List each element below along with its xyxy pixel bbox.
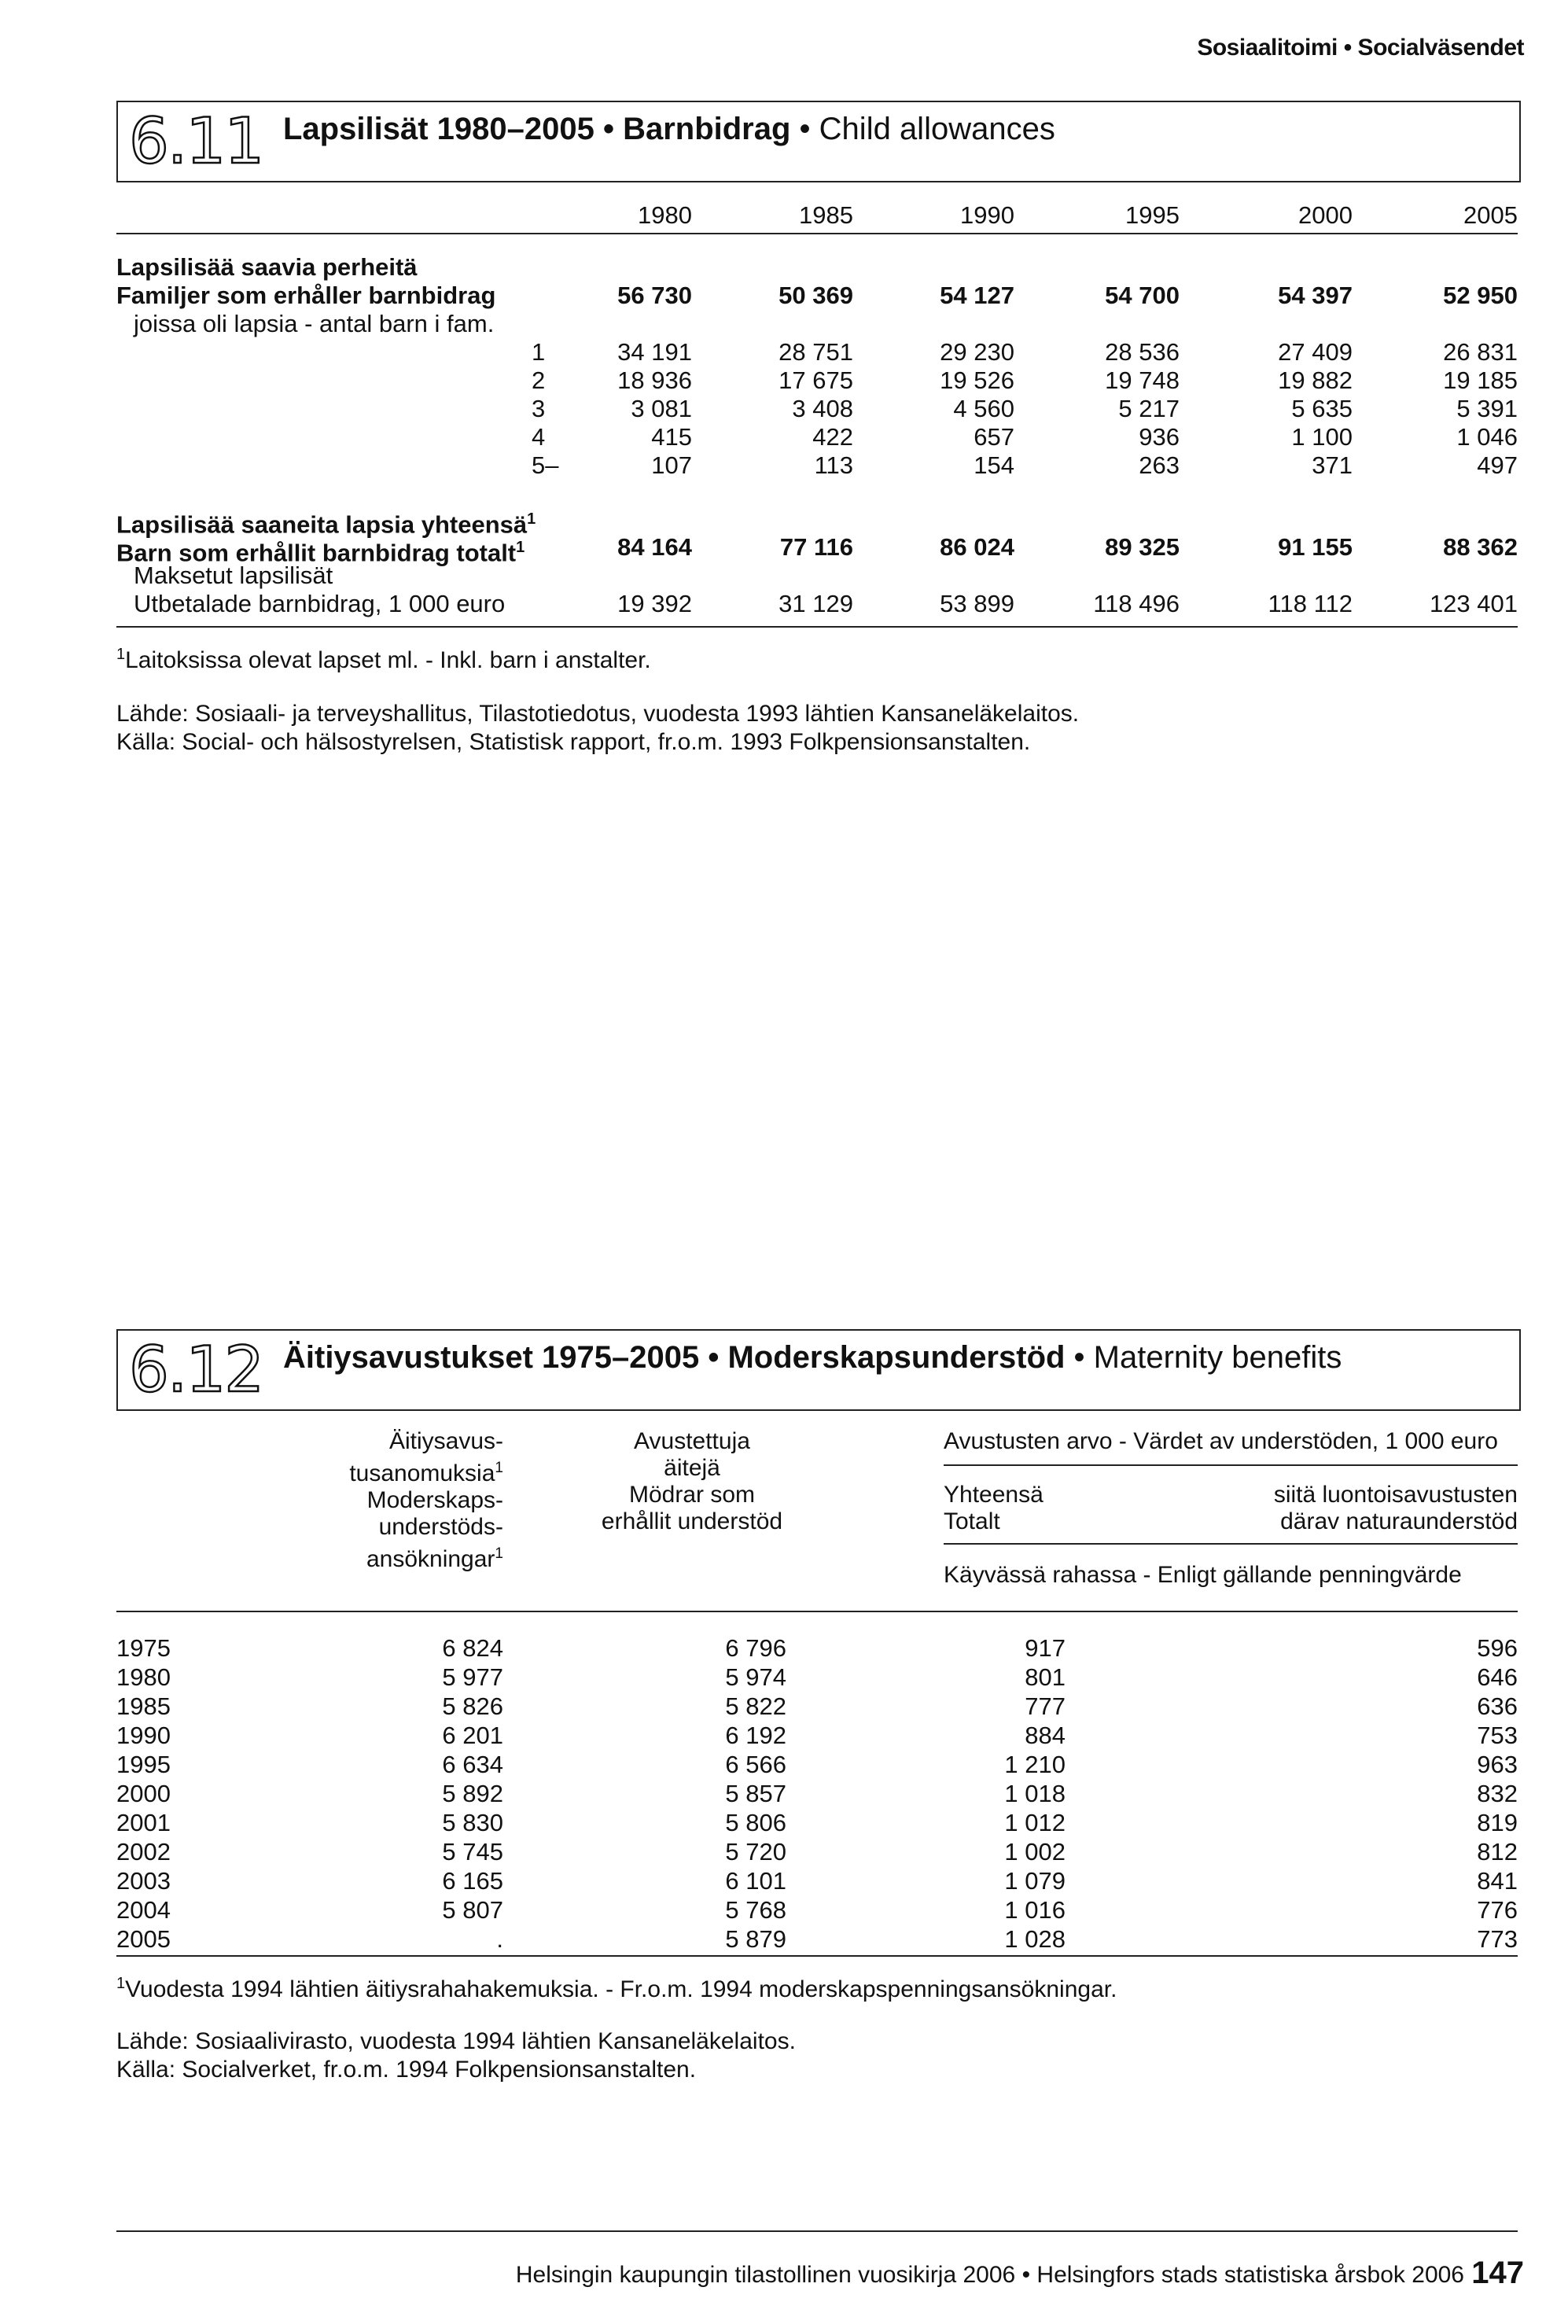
col-mothers-header	[574, 1428, 810, 1535]
table-title	[283, 112, 1055, 147]
title-separator: •	[1065, 1340, 1094, 1375]
table-cell: 1 016	[1004, 1896, 1066, 1924]
footnote-text: Vuodesta 1994 lähtien äitiysrahahakemuksia. - Fr.o.m. 1994 moderskapspenningsansökningar.	[125, 1976, 1117, 2002]
table-cell: 415	[651, 423, 692, 451]
header-text: ansökningar	[366, 1546, 495, 1572]
table-cell: 91 155	[1278, 533, 1353, 561]
paid-label-fi: Maksetut lapsilisät	[134, 562, 333, 589]
table-cell: 6 201	[442, 1722, 503, 1749]
header-line: äitejä	[664, 1455, 720, 1481]
table-cell: 107	[651, 451, 692, 479]
table-cell: 56 730	[617, 282, 692, 309]
table-cell: 1 002	[1004, 1838, 1066, 1865]
header-line: Mödrar som	[628, 1482, 756, 1508]
footnote-marker: 1	[527, 510, 536, 528]
header-line: siitä luontoisavustusten	[1273, 1482, 1518, 1508]
source-fi: Lähde: Sosiaalivirasto, vuodesta 1994 lähtien Kansaneläkelaitos.	[116, 2028, 796, 2054]
table-6-12-title-box	[116, 1329, 1521, 1411]
table-cell: 832	[1477, 1780, 1518, 1807]
table-cell: 1 012	[1004, 1809, 1066, 1836]
table-cell: 773	[1477, 1925, 1518, 1953]
table-cell: 819	[1477, 1809, 1518, 1836]
footnote-marker: 1	[116, 1975, 126, 1992]
table-cell: 19 392	[617, 590, 692, 617]
table-cell: 6 101	[725, 1867, 786, 1895]
children-count-label: 5–	[532, 451, 559, 479]
table-cell: 19 882	[1278, 366, 1353, 394]
table-cell: 3 408	[792, 395, 853, 422]
table-cell: 1 018	[1004, 1780, 1066, 1807]
table-cell: 118 112	[1268, 590, 1353, 617]
year-header-cell: 2000	[1298, 201, 1353, 229]
title-bold: Äitiysavustukset 1975–2005 • Moderskapsunderstöd	[283, 1340, 1066, 1375]
table-cell: 84 164	[617, 533, 692, 561]
paid-label-sv: Utbetalade barnbidrag, 1 000 euro	[134, 590, 506, 617]
table-cell: 123 401	[1429, 590, 1518, 617]
table-cell: 18 936	[617, 366, 692, 394]
price-note: Käyvässä rahassa - Enligt gällande penningvärde	[944, 1562, 1462, 1588]
table-bottom-rule	[116, 626, 1518, 628]
table-cell: 5 879	[725, 1925, 786, 1953]
footnote-marker: 1	[116, 646, 126, 663]
table-cell: 963	[1477, 1751, 1518, 1778]
table-cell: 31 129	[778, 590, 853, 617]
table-cell: .	[496, 1925, 503, 1953]
table-cell: 5 977	[442, 1663, 503, 1691]
table-cell: 646	[1477, 1663, 1518, 1691]
table-cell: 27 409	[1278, 338, 1353, 366]
year-cell: 1985	[116, 1692, 171, 1720]
header-line: Yhteensä	[944, 1482, 1043, 1508]
table-cell: 5 720	[725, 1838, 786, 1865]
table-cell: 19 748	[1105, 366, 1180, 394]
table-cell: 753	[1477, 1722, 1518, 1749]
table-cell: 812	[1477, 1838, 1518, 1865]
header-line: därav naturaunderstöd	[1280, 1508, 1518, 1534]
footnote-marker: 1	[495, 1460, 503, 1476]
year-cell: 2004	[116, 1896, 171, 1924]
section-label-families-fi: Lapsilisää saavia perheitä	[116, 253, 418, 281]
table-cell: 657	[974, 423, 1014, 451]
table-cell: 636	[1477, 1692, 1518, 1720]
table-cell: 19 526	[940, 366, 1014, 394]
header-line	[267, 1455, 503, 1487]
col-total-header	[944, 1482, 1043, 1535]
year-cell: 1980	[116, 1663, 171, 1691]
year-cell: 1975	[116, 1634, 171, 1662]
table-cell: 28 536	[1105, 338, 1180, 366]
table-title	[283, 1340, 1342, 1376]
price-note-rule	[944, 1543, 1518, 1545]
table-cell: 497	[1477, 451, 1518, 479]
table-cell: 5 857	[725, 1780, 786, 1807]
table-cell: 5 391	[1456, 395, 1518, 422]
year-header-cell: 1995	[1125, 201, 1180, 229]
header-line: erhållit understöd	[601, 1508, 783, 1534]
table-cell: 77 116	[779, 533, 853, 561]
year-cell: 2000	[116, 1780, 171, 1807]
year-header-cell: 2005	[1463, 201, 1518, 229]
table-cell: 5 826	[442, 1692, 503, 1720]
table-cell: 4 560	[953, 395, 1014, 422]
header-rule	[116, 233, 1518, 234]
table-cell: 1 079	[1004, 1867, 1066, 1895]
footnote	[116, 640, 651, 675]
table-cell: 5 822	[725, 1692, 786, 1720]
table-cell: 28 751	[778, 338, 853, 366]
table-cell: 5 635	[1291, 395, 1353, 422]
footnote	[116, 1969, 1117, 2004]
table-6-11-title-box	[116, 101, 1521, 182]
table-cell: 5 217	[1118, 395, 1180, 422]
table-cell: 6 165	[442, 1867, 503, 1895]
table-cell: 801	[1025, 1663, 1066, 1691]
col-in-kind-header	[1180, 1482, 1518, 1535]
value-group-header: Avustusten arvo - Värdet av understöden, 1 000 euro	[944, 1428, 1498, 1454]
table-cell: 776	[1477, 1896, 1518, 1924]
children-count-label: 1	[532, 338, 546, 366]
table-cell: 1 046	[1456, 423, 1518, 451]
table-cell: 6 796	[725, 1634, 786, 1662]
table-cell: 5 830	[442, 1809, 503, 1836]
header-text: tusanomuksia	[349, 1460, 495, 1486]
source-sv: Källa: Socialverket, fr.o.m. 1994 Folkpensionsanstalten.	[116, 2057, 697, 2083]
table-cell: 118 496	[1093, 590, 1180, 617]
year-cell: 2003	[116, 1867, 171, 1895]
table-cell: 26 831	[1443, 338, 1518, 366]
table-cell: 917	[1025, 1634, 1066, 1662]
table-cell: 89 325	[1105, 533, 1180, 561]
children-count-label: 4	[532, 423, 546, 451]
footer-rule	[116, 2230, 1518, 2232]
year-cell: 2005	[116, 1925, 171, 1953]
table-cell: 113	[814, 451, 853, 479]
table-cell: 34 191	[617, 338, 692, 366]
table-cell: 154	[974, 451, 1014, 479]
group-header-rule	[944, 1464, 1518, 1466]
title-separator: •	[790, 112, 819, 146]
table-cell: 6 634	[442, 1751, 503, 1778]
table-cell: 86 024	[940, 533, 1014, 561]
section2-label-text: Lapsilisää saaneita lapsia yhteensä	[116, 510, 528, 539]
table-cell: 841	[1477, 1867, 1518, 1895]
total-children-label-text: Barn som erhållit barnbidrag totalt	[116, 539, 517, 567]
table-cell: 263	[1139, 451, 1180, 479]
footer-text: Helsingin kaupungin tilastollinen vuosikirja 2006 • Helsingfors stads statistiska årsbok 2006	[515, 2262, 1464, 2288]
table-cell: 5 807	[442, 1896, 503, 1924]
table-cell: 596	[1477, 1634, 1518, 1662]
table-cell: 1 100	[1291, 423, 1353, 451]
table-cell: 52 950	[1443, 282, 1518, 309]
table-cell: 884	[1025, 1722, 1066, 1749]
table-cell: 5 745	[442, 1838, 503, 1865]
title-english: Child allowances	[819, 112, 1055, 146]
table-cell: 3 081	[631, 395, 692, 422]
source-fi: Lähde: Sosiaali- ja terveyshallitus, Tilastotiedotus, vuodesta 1993 lähtien Kansaneläkelaitos.	[116, 701, 1080, 727]
table-cell: 54 700	[1105, 282, 1180, 309]
table-cell: 29 230	[940, 338, 1014, 366]
title-bold: Lapsilisät 1980–2005 • Barnbidrag	[283, 112, 791, 146]
table-cell: 6 566	[725, 1751, 786, 1778]
year-cell: 1995	[116, 1751, 171, 1778]
table-cell: 936	[1139, 423, 1180, 451]
table-cell: 54 127	[940, 282, 1014, 309]
year-cell: 2001	[116, 1809, 171, 1836]
table-number: 6.11	[129, 105, 263, 178]
header-line: Totalt	[944, 1508, 1000, 1534]
header-line: Avustettuja	[634, 1428, 750, 1454]
children-count-label: 3	[532, 395, 546, 422]
table-bottom-rule	[116, 1955, 1518, 1957]
table-cell: 6 192	[725, 1722, 786, 1749]
table-cell: 5 892	[442, 1780, 503, 1807]
year-header-cell: 1980	[638, 201, 692, 229]
table-cell: 1 210	[1004, 1751, 1066, 1778]
table-cell: 422	[812, 423, 853, 451]
table-cell: 17 675	[778, 366, 853, 394]
page-number: 147	[1471, 2256, 1524, 2290]
header-line: Moderskaps-	[366, 1487, 503, 1513]
source-sv: Källa: Social- och hälsostyrelsen, Statistisk rapport, fr.o.m. 1993 Folkpensionsanstalten.	[116, 729, 1031, 755]
footnote-marker: 1	[516, 539, 525, 556]
table-cell: 54 397	[1278, 282, 1353, 309]
table-cell: 1 028	[1004, 1925, 1066, 1953]
year-header-cell: 1985	[799, 201, 853, 229]
table-cell: 5 768	[725, 1896, 786, 1924]
table-cell: 5 806	[725, 1809, 786, 1836]
table-cell: 5 974	[725, 1663, 786, 1691]
header-line: understöds-	[378, 1514, 503, 1540]
header-rule	[116, 1611, 1518, 1612]
table-cell: 777	[1025, 1692, 1066, 1720]
children-count-label: 2	[532, 366, 546, 394]
table-number: 6.12	[129, 1333, 263, 1406]
footnote-text: Laitoksissa olevat lapset ml. - Inkl. barn i anstalter.	[125, 647, 651, 673]
header-line: Äitiysavus-	[388, 1428, 503, 1454]
table-cell: 50 369	[778, 282, 853, 309]
page-header: Sosiaalitoimi • Socialväsendet	[1197, 35, 1524, 61]
children-in-family-label: joissa oli lapsia - antal barn i fam.	[134, 310, 495, 337]
table-cell: 371	[1312, 451, 1353, 479]
year-cell: 1990	[116, 1722, 171, 1749]
header-line	[267, 1541, 503, 1573]
table-cell: 88 362	[1443, 533, 1518, 561]
table-cell: 6 824	[442, 1634, 503, 1662]
col-applications-header	[267, 1428, 503, 1573]
year-header-cell: 1990	[960, 201, 1014, 229]
table-cell: 19 185	[1443, 366, 1518, 394]
year-cell: 2002	[116, 1838, 171, 1865]
families-label-sv: Familjer som erhåller barnbidrag	[116, 282, 496, 309]
title-english: Maternity benefits	[1093, 1340, 1342, 1375]
table-cell: 53 899	[940, 590, 1014, 617]
footnote-marker: 1	[495, 1545, 503, 1562]
